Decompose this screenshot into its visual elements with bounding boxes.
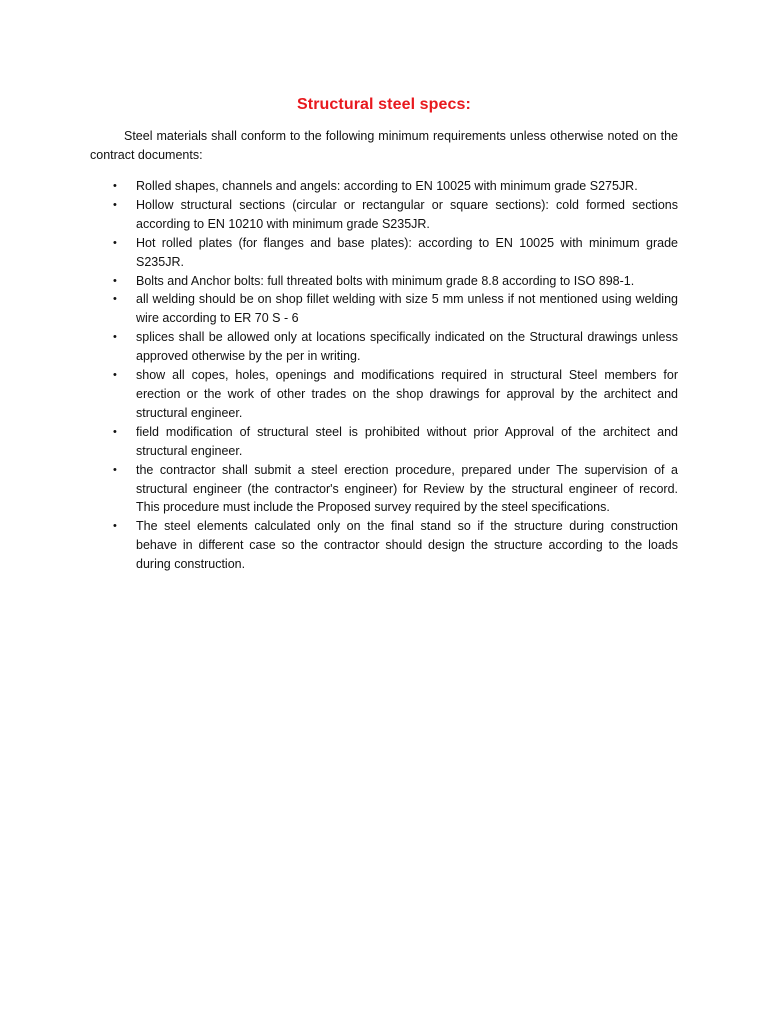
bullet-icon: • [113,520,117,533]
list-item [90,290,678,328]
list-item [90,461,678,518]
list-item [90,517,678,574]
page-title: Structural steel specs: [297,96,471,113]
bullet-icon: • [113,369,117,382]
bullet-icon: • [113,236,117,249]
spec-list [90,177,678,574]
bullet-icon: • [113,425,117,438]
list-item-text: the contractor shall submit a steel erection procedure, prepared under The supervision of a structural engineer (the contractor's engineer) for Review by the structural engineer of record. This procedure must include the Proposed survey required by the steel specifications. [136,462,678,515]
list-item [90,328,678,366]
list-item-text: show all copes, holes, openings and modifications required in structural Steel members for erection or the work of other trades on the shop drawings for approval by the architect and structural engineer. [136,368,678,420]
list-item-text: The steel elements calculated only on the final stand so if the structure during construction behave in different case so the contractor should design the structure according to the loads during construction. [136,519,678,572]
list-item [90,196,678,234]
bullet-icon: • [113,293,117,306]
list-item-text: Rolled shapes, channels and angels: according to EN 10025 with minimum grade S275JR. [136,179,638,193]
bullet-icon: • [113,331,117,344]
list-item [90,272,678,291]
bullet-icon: • [113,274,117,287]
bullet-icon: • [113,463,117,476]
list-item-text: Hollow structural sections (circular or rectangular or square sections): cold formed sections according to EN 10210 with minimum grade S235JR. [136,197,678,231]
list-item-text: Hot rolled plates (for flanges and base plates): according to EN 10025 with minimum grade S235JR. [136,235,678,269]
bullet-icon: • [113,180,117,192]
list-item-text: splices shall be allowed only at locations specifically indicated on the Structural drawings unless approved otherwise by the per in writing. [136,330,678,364]
bullet-icon: • [113,198,117,211]
list-item-text: field modification of structural steel is prohibited without prior Approval of the architect and structural engineer. [136,424,678,458]
list-item-text: Bolts and Anchor bolts: full threated bolts with minimum grade 8.8 according to ISO 898-1. [136,273,635,288]
list-item [90,177,678,196]
list-item-text: all welding should be on shop fillet welding with size 5 mm unless if not mentioned using welding wire according to ER 70 S - 6 [136,292,678,326]
list-item [90,234,678,272]
list-item [90,423,678,461]
intro-paragraph: Steel materials shall conform to the following minimum requirements unless otherwise noted on the contract documents: [90,129,678,162]
list-item [90,366,678,423]
